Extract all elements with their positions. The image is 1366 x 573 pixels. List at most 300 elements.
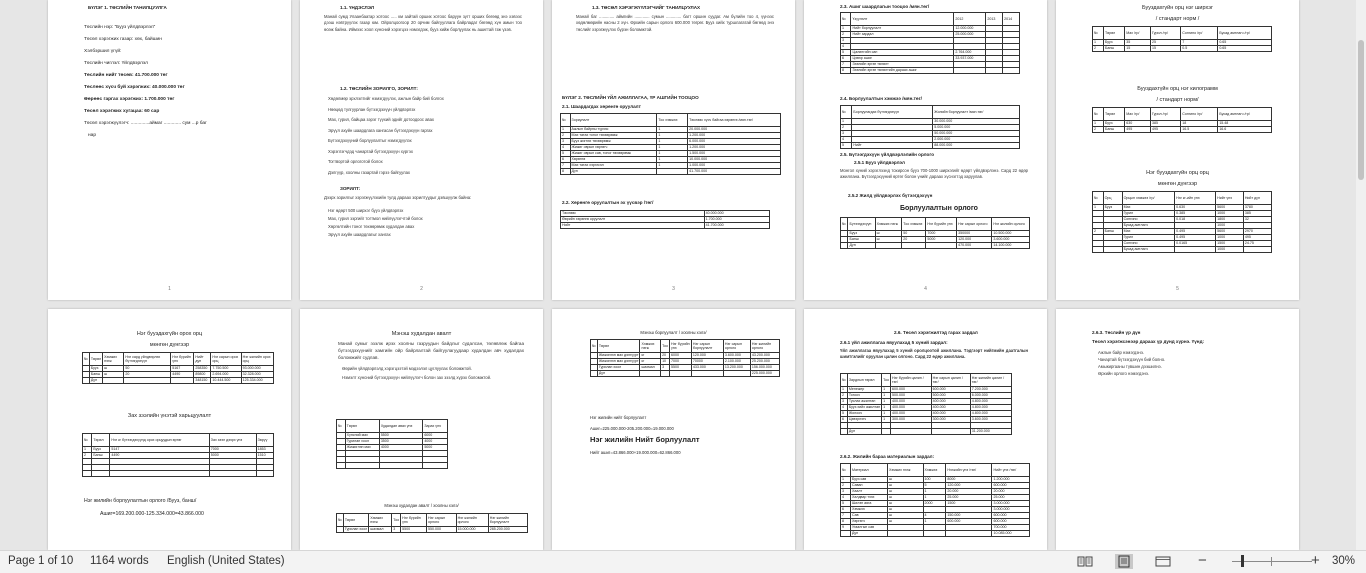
table-cell: 400.000: [931, 399, 970, 405]
print-layout-icon[interactable]: [1115, 554, 1133, 569]
table-header-row: [841, 464, 1030, 477]
table-cell: 1: [657, 127, 688, 133]
table-cell: 1: [882, 405, 891, 411]
table-cell: 2.694.000: [211, 372, 241, 378]
table-cell: Банш: [1103, 229, 1122, 235]
table-cell: Банш: [1103, 46, 1124, 52]
table-header-row: [841, 13, 1020, 26]
table-cell: [103, 378, 124, 384]
table-cell: 3: [661, 365, 670, 371]
page-3[interactable]: [552, 0, 795, 300]
table-cell: Төслөөс: [561, 211, 705, 217]
table-cell: [640, 371, 661, 377]
table-cell: Гурил /гр/: [1151, 108, 1181, 121]
table-header-row: [337, 420, 448, 433]
table-cell: Нэг сарын цалин /төг/: [931, 374, 970, 387]
table-cell: 500.000: [931, 393, 970, 399]
table-cell: [379, 463, 423, 469]
profit-line: Ашиг=169.200.000-125.334.000=43.866.000: [100, 511, 204, 517]
page-count[interactable]: Page 1 of 10: [8, 555, 74, 567]
table-cell: [875, 243, 902, 249]
table-cell: [841, 243, 848, 249]
table-cell: Зардлын төрөл: [847, 374, 881, 387]
table-cell: 5600: [1216, 229, 1244, 235]
page-10[interactable]: [1056, 309, 1299, 550]
table-row: [841, 243, 1030, 249]
table-cell: 7000: [926, 231, 957, 237]
table-cell: Нэг жилийн цалин /төг/: [970, 374, 1011, 387]
table-cell: 385: [1151, 121, 1181, 127]
page-1[interactable]: [48, 0, 291, 300]
list-item: Мах, гурил зэргийг тогтмол нийлүүлэгчтэй болох: [328, 216, 423, 221]
table-cell: 3.600.000: [970, 417, 1011, 423]
table-cell: 300.000: [891, 417, 932, 423]
table-cell: Сонгино /гр/: [1181, 27, 1218, 40]
table-title: Бууздахгүйн орц нэг килограмм: [1137, 86, 1218, 92]
table-cell: 2: [1093, 46, 1104, 52]
section-heading: 1.3. ТӨСӨЛ ХЭРЭГЖҮҮЛЭГЧИЙГ ТАНИЛЦУУЛАХ: [592, 5, 701, 10]
zoom-in-button[interactable]: +: [1311, 552, 1320, 569]
table-cell: 2013: [986, 13, 1003, 26]
table-header-row: [561, 114, 781, 127]
funding-source-table: [560, 210, 770, 229]
table-cell: 3: [392, 527, 401, 533]
table-cell: Хэмжих нэгж: [888, 464, 924, 477]
table-cell: 3: [841, 489, 851, 495]
table-cell: 6: [841, 56, 851, 62]
table-cell: [256, 471, 273, 477]
table-cell: [423, 463, 448, 469]
section-heading: 1.1. ҮНДЭСЛЭЛ: [340, 5, 375, 10]
page-7[interactable]: [300, 309, 543, 550]
resale-sales-table: [590, 339, 780, 377]
table-cell: 20: [661, 353, 670, 359]
table-cell: 1: [841, 387, 848, 393]
table-cell: Хаалт: [850, 489, 887, 495]
table-row: [561, 223, 770, 229]
table-cell: 5000: [423, 445, 448, 451]
table-cell: 600.000: [946, 519, 992, 525]
table-cell: №: [337, 420, 346, 433]
monthly-cost-table: [82, 352, 274, 384]
table-cell: 5500: [401, 527, 427, 533]
table-cell: 1800: [1216, 217, 1244, 223]
table-cell: 1: [882, 411, 891, 417]
zoom-slider[interactable]: [1232, 561, 1312, 562]
table-cell: 1: [1093, 121, 1104, 127]
table-cell: 5000: [209, 453, 256, 459]
zoom-slider-handle[interactable]: [1241, 555, 1244, 567]
sales-income-heading: Борлуулалтын орлого: [900, 205, 978, 212]
paragraph: Монгол хүний хэрэглээнд тохирсон бууз 700-1000 ширхэгийг өдөрт үйлдвэрлэнэ. Сард 22 өдөр ажиллана. Бүтээгдэхүүний өртөг болон үнийг дараах хүснэгтэд харуулав.: [840, 168, 1028, 180]
table-cell: №: [1093, 192, 1104, 205]
table-cell: 700.000: [992, 525, 1030, 531]
table-cell: Нийт дүн: [194, 353, 211, 366]
table-cell: 0.018: [1175, 217, 1216, 223]
table-cell: №: [83, 434, 92, 447]
section-heading: 2.5.2 Жилд үйлдвэрлэх бүтээгдэхүүн: [848, 193, 933, 198]
table-cell: Халдвар тээх: [850, 495, 887, 501]
table-cell: ш: [888, 501, 924, 507]
table-cell: 4: [923, 513, 946, 519]
table-cell: 3.000.000: [992, 501, 1030, 507]
table-cell: 3.000.000: [992, 507, 1030, 513]
read-mode-icon[interactable]: [1076, 554, 1094, 569]
table-cell: 24.75: [1243, 241, 1271, 247]
table-cell: 470.000: [957, 243, 992, 249]
table-cell: 25: [1151, 40, 1181, 46]
table-cell: 2: [1093, 127, 1104, 133]
table-cell: [83, 378, 90, 384]
table-cell: 0.65: [1218, 46, 1272, 52]
table-cell: 16.5: [1181, 127, 1218, 133]
table-cell: 2: [841, 125, 852, 131]
table-cell: Зээлийн эргэн төлөлтийн дараах ашиг: [851, 68, 954, 74]
table-cell: ш: [103, 366, 124, 372]
table-cell: 495: [1243, 235, 1271, 241]
table-cell: 0.385: [1175, 211, 1216, 217]
page-4[interactable]: [804, 0, 1047, 300]
table-cell: Гурил /гр/: [1151, 27, 1181, 40]
section-heading: ЗОРИЛТ:: [340, 186, 361, 191]
word-count[interactable]: 1164 words: [90, 555, 149, 567]
market-comparison-table: [82, 433, 274, 477]
table-cell: 10: [661, 359, 670, 365]
table-cell: [841, 531, 851, 537]
table-cell: Банш: [92, 453, 110, 459]
table-cell: [661, 371, 670, 377]
table-cell: 20: [902, 237, 926, 243]
table-cell: 4.800.000: [970, 405, 1011, 411]
chapter-title: БҮЛЭГ 2. ТӨСЛИЙН ҮЙЛ АЖИЛЛАГАА, ҮР АШГИЙН ТООЦОО: [562, 95, 699, 100]
table-cell: Жилийн борлуулалт /мян.төг/: [933, 106, 1020, 119]
section-title: Мэнэш худалдан авалт: [391, 331, 452, 337]
table-cell: 25.200.000: [750, 359, 779, 365]
table-cell: 32: [1243, 217, 1271, 223]
table-cell: [1093, 247, 1104, 253]
table-cell: Менежер: [847, 387, 881, 393]
table-cell: 1: [1093, 205, 1104, 211]
table-cell: 8: [841, 68, 851, 74]
table-header-row: [1093, 108, 1272, 121]
table-row: [841, 429, 1012, 435]
section-heading: 2.1. Шаардагдах хөрөнгө оруулалт: [562, 104, 641, 109]
table-cell: №: [1093, 108, 1104, 121]
table-cell: 1: [882, 417, 891, 423]
table-cell: Төрөл: [345, 420, 379, 433]
table-cell: 0.0165: [1175, 241, 1216, 247]
table-cell: Хөргөгч: [850, 519, 887, 525]
table-cell: Нэг жилийн орох орц: [241, 353, 273, 366]
table-cell: 5: [841, 411, 848, 417]
table-row: [1093, 46, 1272, 52]
zoom-level[interactable]: 30%: [1332, 555, 1356, 567]
paragraph: Манай сумд Улаанбаатар хотоос ..... км зайтай орших хотоос баруун зүгт орших бөгөөд энэ хэвээс дээш нэвтрүүлэх газар юм. Ойролцоогоор 20 орчим байгууллага байрладаг бөгөөд хүн амын тоо өсөж байна. Иймээс хоол хүнсний хэрэгцээ нэмэгдэж, бууз хийж борлуулах нь ашигтай гэж үзэв.: [324, 14, 522, 32]
page-5[interactable]: [1056, 0, 1299, 300]
table-cell: 3780: [1243, 205, 1271, 211]
sales-income-table: [840, 217, 1030, 249]
table-cell: 100: [923, 477, 946, 483]
table-cell: 5167: [171, 366, 194, 372]
table-cell: 550.000: [427, 527, 457, 533]
table-cell: 225.000.000: [750, 371, 779, 377]
table-cell: Материал: [850, 464, 887, 477]
table-cell: 400.000: [931, 411, 970, 417]
table-cell: Жижиглэн мах дэлгүүрт: [598, 353, 639, 357]
table-cell: Банш: [89, 372, 102, 378]
norm-per-kg-table: [1092, 107, 1272, 133]
table-subtitle: / стандарт норм/: [1156, 97, 1199, 103]
table-cell: 1: [882, 393, 891, 399]
table-cell: №: [841, 106, 852, 119]
table-cell: 40.000.000: [704, 211, 769, 217]
table-cell: Зориулалт: [570, 114, 657, 127]
table-cell: Нэг сарын орлого: [723, 340, 750, 353]
table-cell: 400.000: [891, 405, 932, 411]
table-cell: [931, 429, 970, 435]
table-cell: 7.200.000: [970, 387, 1011, 393]
list-item: Ажлын байр нэмэгдэнэ.: [1098, 350, 1145, 355]
table-cell: Зах зээл дээрх үнэ: [209, 434, 256, 447]
table-cell: ш: [875, 237, 902, 243]
table-cell: Бусад амтлагч /гр/: [1218, 108, 1272, 121]
table-cell: Нэг сарын орлого: [957, 218, 992, 231]
table-cell: 600.000: [992, 513, 1030, 519]
table-cell: [124, 378, 171, 384]
table-cell: Бусад амтлагч: [1122, 247, 1175, 253]
section-heading: 2.6.1 үйл ажиллагаа явуулахад 5 хүний зардал:: [840, 340, 948, 345]
table-cell: 4490: [171, 372, 194, 378]
table-cell: 41.700.000: [688, 169, 781, 175]
table-cell: 15: [1151, 46, 1181, 52]
page-2[interactable]: [300, 0, 543, 300]
table-cell: [83, 471, 92, 477]
table-cell: 3.600.000: [723, 353, 750, 359]
table-cell: 89800: [194, 372, 211, 378]
table-cell: 12.000.000: [954, 26, 986, 32]
table-cell: 43.200.000: [750, 353, 779, 359]
table-cell: 0.65: [1218, 40, 1272, 46]
zoom-out-button[interactable]: −: [1198, 552, 1207, 569]
table-header-row: [83, 353, 274, 366]
list-item: Эрүүл ахуйн шаардлагыг хангах: [328, 232, 391, 237]
table-cell: Бусад амтлагч /гр/: [1218, 27, 1272, 40]
table-cell: Бууз: [1103, 121, 1124, 127]
list-item: Өрхийн орлого нэмэгдэнэ.: [1098, 371, 1150, 376]
annual-total-line: Нэг жилийн нийт борлуулалт: [590, 415, 647, 420]
table-cell: Хэмжээ: [850, 507, 887, 513]
profit-table: [840, 12, 1020, 74]
vertical-scrollbar[interactable]: [1356, 0, 1366, 550]
page-8[interactable]: [552, 309, 795, 550]
table-cell: 2: [841, 393, 848, 399]
table-cell: 4.800.000: [970, 399, 1011, 405]
table-cell: [669, 371, 691, 377]
list-item: Амьжиргааны түвшин дээшилнэ.: [1098, 364, 1162, 369]
table-cell: 0.495: [1175, 235, 1216, 241]
table-cell: Мах татах тоног төхөөрөмж: [570, 133, 657, 139]
list-item: Нэмэлт хүнсний бүтээгдэхүүн нийлүүлэгч болон зах зээлд хүрэх боломжтой.: [342, 374, 492, 380]
table-cell: [337, 463, 346, 469]
table-cell: 31.200.000: [970, 429, 1011, 435]
table-cell: Төрөл: [89, 353, 102, 366]
status-bar: [0, 550, 1366, 573]
table-cell: Нэг кг-ийн үнэ: [1175, 192, 1216, 205]
table-row: [337, 463, 448, 469]
table-cell: 1.200.000: [688, 145, 781, 151]
table-cell: Мах: [1122, 229, 1175, 235]
table-cell: 2: [841, 483, 851, 489]
table-cell: Тогооч: [847, 393, 881, 399]
table-cell: Жолооч: [847, 411, 881, 417]
table-cell: Бууз сав: [850, 477, 887, 483]
table-row: [83, 378, 274, 384]
paragraph: Төсөл хэрэгжсэнээр дараах үр дүнд хүрнэ. Үүнд:: [1092, 339, 1205, 344]
table-cell: 1.700.000: [704, 217, 769, 223]
table-row: [841, 143, 1020, 149]
table-cell: 3: [841, 38, 851, 44]
table-cell: 4: [841, 137, 852, 143]
table-cell: 8: [841, 519, 851, 525]
table-cell: Төрөл: [92, 434, 110, 447]
table-cell: Нэг бүрийн үнэ: [401, 514, 427, 527]
table-header-row: [591, 340, 780, 353]
table-cell: 400.000: [891, 411, 932, 417]
table-cell: Мах: [1122, 205, 1175, 211]
table-cell: 1500: [946, 501, 992, 507]
table-cell: [345, 463, 379, 469]
table-cell: 5: [841, 501, 851, 507]
table-cell: Нийт: [852, 143, 933, 149]
paragraph: Үйл ажиллагаа явуулахад 5 хүний оролцоотой ажиллана. Тэдгээрт нийгмийн даатгалын шимтгэлийг оруулан цалин олгоно. Сард 22 өдөр ажиллана.: [840, 348, 1028, 360]
project-info-line: Төслийн нийт төсөв: 41.700.000 төг: [84, 73, 168, 78]
table-cell: 1: [923, 489, 946, 495]
page-9[interactable]: [804, 309, 1047, 550]
table-cell: 25.000: [992, 495, 1030, 501]
page-number: 1: [168, 286, 171, 292]
table-row: [841, 531, 1030, 537]
table-cell: Нэг бүрийн үнэ: [171, 353, 194, 366]
table-cell: 2014: [1003, 13, 1020, 26]
table-cell: 25.000.000: [954, 32, 986, 38]
table-cell: 258350: [194, 366, 211, 372]
table-cell: 4: [841, 405, 848, 411]
table-cell: №: [1093, 27, 1104, 40]
table-cell: 5: [923, 483, 946, 489]
table-cell: 125.334.000: [241, 378, 273, 384]
table-cell: Хэмжих нэгж: [369, 514, 392, 527]
table-cell: 4490: [110, 453, 209, 459]
table-cell: 10.085.000: [992, 531, 1030, 537]
table-row: [841, 68, 1020, 74]
table-cell: 7000: [209, 447, 256, 453]
table-cell: №: [841, 464, 851, 477]
table-cell: Бууз: [92, 447, 110, 453]
table-cell: №: [841, 13, 851, 26]
table-row: [561, 169, 781, 175]
table-cell: [1003, 68, 1020, 74]
table-header-row: [841, 374, 1012, 387]
table-cell: [337, 527, 344, 533]
sales-volume-table: [840, 105, 1020, 149]
table-cell: 1: [657, 133, 688, 139]
list-item: Бүтээгдэхүүний борлуулалтыг нэмэгдүүлэх: [328, 138, 412, 143]
table-cell: шахмал: [369, 527, 392, 533]
table-cell: Нийт үнэ /төг/: [992, 464, 1030, 477]
table-cell: Жижиглэн мах: [345, 445, 379, 451]
table-cell: 25.000: [946, 495, 992, 501]
page-6[interactable]: [48, 309, 291, 550]
table-cell: 20: [124, 372, 171, 378]
table-cell: ш: [888, 507, 924, 513]
table-cell: [986, 68, 1003, 74]
table-cell: 400.000: [931, 405, 970, 411]
table-cell: Хэмжих нэгж: [875, 218, 902, 231]
table-cell: 10.444.500: [211, 378, 241, 384]
web-layout-icon[interactable]: [1154, 554, 1172, 569]
table-cell: 3: [561, 139, 571, 145]
table-cell: 93.000.000: [241, 366, 273, 372]
table-cell: 50: [902, 231, 926, 237]
table-cell: Хэмжээ: [923, 464, 946, 477]
salary-table: [840, 373, 1012, 435]
table-cell: 10.500.000: [992, 231, 1030, 237]
table-cell: 400.000: [891, 399, 932, 405]
table-cell: 1: [657, 157, 688, 163]
table-cell: Бууз: [1103, 40, 1124, 46]
language-indicator[interactable]: English (United States): [167, 555, 285, 567]
table-cell: Дүн: [570, 169, 657, 175]
scrollbar-thumb[interactable]: [1358, 40, 1364, 180]
project-info-line: Өөрөөс гаргах хэрэгжих: 1.700.000 төг: [84, 97, 175, 102]
table-cell: 0.495: [1175, 229, 1216, 235]
list-item: Өөрийн үйлдвэрлэлд хэрэгцээтэй мэдээлэл цуглуулах боломжтой.: [342, 366, 472, 371]
table-cell: №: [591, 340, 598, 353]
table-cell: 1: [882, 387, 891, 393]
cost-in-money-table: [1092, 191, 1272, 253]
table-cell: Мах татах хэрэгсэл: [570, 163, 657, 169]
table-cell: Дүн: [847, 429, 881, 435]
table-cell: Гурилан хоол: [344, 527, 368, 531]
table-cell: 3: [841, 131, 852, 137]
paragraph: Дээрх зорилгыг хэрэгжүүлэхийн тулд дараах зорилтуудыг дэвшүүлж байна:: [324, 195, 472, 200]
table-cell: Банш: [1103, 127, 1124, 133]
table-cell: [926, 243, 957, 249]
table-cell: №: [561, 114, 571, 127]
table-cell: Нийт: [561, 223, 705, 229]
table-cell: Нэг жилийн орлого: [992, 218, 1030, 231]
project-info-line: Хэлбэршил үгүй:: [84, 49, 122, 54]
table-cell: ш: [888, 483, 924, 489]
table-cell: 2.100.000: [723, 359, 750, 365]
table-cell: [888, 531, 924, 537]
table-cell: 350000: [957, 231, 992, 237]
table-cell: 88.000.000: [933, 143, 1020, 149]
table-cell: 1: [657, 139, 688, 145]
table-cell: Угаалгын сав: [850, 525, 887, 531]
table-cell: Төрөл: [1103, 108, 1124, 121]
table-cell: ш: [888, 519, 924, 525]
table-title: Бууздахгүйн орц нэг ширхэг: [1141, 5, 1214, 11]
table-cell: 5147: [110, 447, 209, 453]
annual-sales-line: Нэг жилийн борлуулалтын орлого /Бууз, банш/: [84, 498, 197, 504]
table-cell: 1000: [1216, 223, 1244, 229]
table-cell: 35: [1125, 40, 1151, 46]
table-cell: 20.000.000: [688, 127, 781, 133]
list-item: Хэрэглэгчдэд чанартай бүтээгдэхүүн хүргэх: [328, 148, 413, 154]
table-cell: [902, 243, 926, 249]
table-cell: Дүн: [597, 371, 640, 377]
